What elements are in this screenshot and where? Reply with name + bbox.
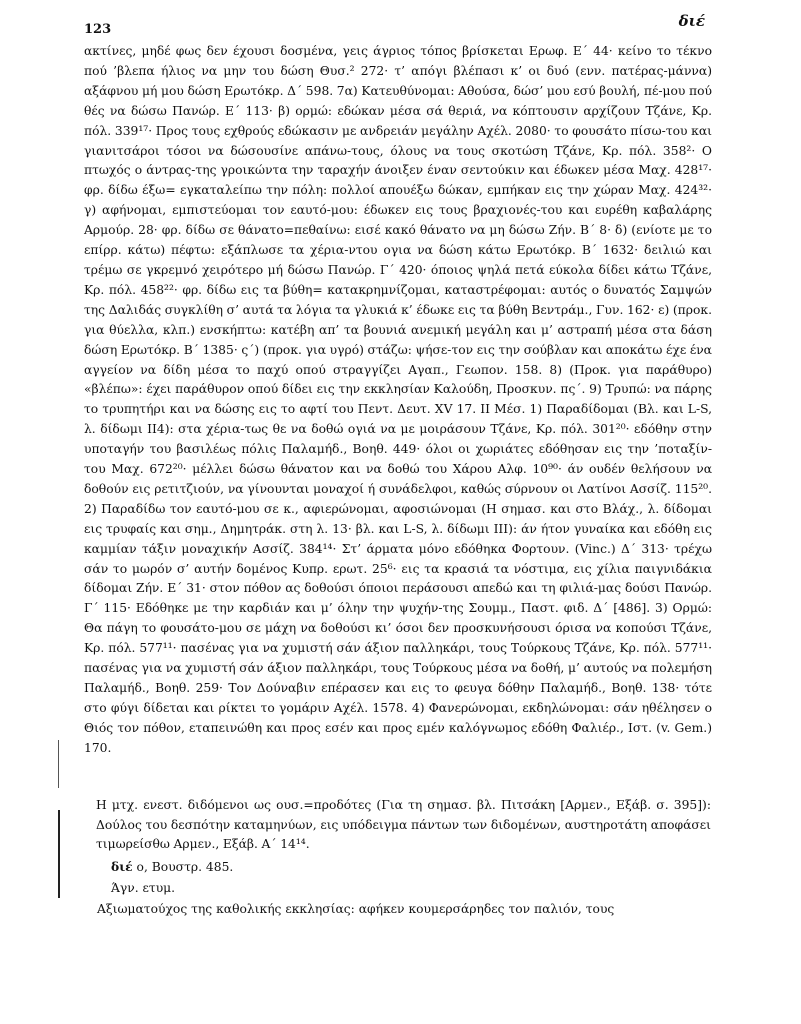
usage-note xyxy=(96,796,711,855)
margin-tick xyxy=(58,740,59,788)
definition: Αξιωματούχος της καθολικής εκκλησίας: αφήκεν κουμερσάρηδες τον παλιόν, τους xyxy=(97,902,615,916)
lemma-reference: ο, Βουστρ. 485. xyxy=(132,860,234,874)
margin-bar xyxy=(58,810,60,898)
next-entry xyxy=(97,856,711,920)
usage-note-text: Η μτχ. ενεστ. διδόμενοι ως ουσ.=προδότες (Για τη σημασ. βλ. Πιτσάκη [Αρμεν., Εξάβ. σ. 395]): Δούλος του δεσπότην καταμηνύων, εις υπόδειγμα πάντων των διδομένων, αυστηροτάτη αποφάσει τιμωρείσθω Αρμεν., Εξάβ. Α΄ 14¹⁴. xyxy=(96,798,711,851)
running-head: διέ xyxy=(678,12,705,30)
etymology: Άγν. ετυμ. xyxy=(111,881,176,895)
entry-paragraph: ακτίνες, μηδέ φως δεν έχουσι δοσμένα, γεις άγριος τόπος βρίσκεται Ερωφ. Ε΄ 44· κείνο το τέκνο πού ’βλεπα ήλιος να μην του δώση Θυσ.² 272· τ’ απόγι βλέπασι κ’ οι δυό (ενν. πατέρας-μάννα) αξάφνου μή μου δώση Ερωτόκρ. Δ΄ 598. 7α) Κατευθύνομαι: Αθούσα, δώσ’ μου εσύ βουλή, πέ-μου πού θές να δώσω Πανώρ. Ε΄ 113· β) ορμώ: εδώκαν μέσα σά θεριά, να κόπτουσιν αρχίζουν Τζάνε, Κρ. πόλ. 339¹⁷· Προς τους εχθρούς εδώκασιν με ανδρειάν μεγάλην Αχέλ. 2080· το φουσάτο πίσω-του και γιανιτσάροι τόσοι να δώσουσίνε απάνω-τους, όλους να τους σκοτώση Τζάνε, Κρ. πόλ. 358²· Ο πτωχός ο άντρας-της γροικώντα την ταραχήν άνοιξεν έναν σεντούκιν και έδωκεν μέσα Μαχ. 428¹⁷· φρ. δίδω έξω= εγκαταλείπω την πόλη: πολλοί απουέξω δώκαν, εμπήκαν εις την χώραν Μαχ. 424³²· γ) αφήνομαι, εμπιστεύομαι τον εαυτό-μου: έδωκεν εις τους βραχιονές-του και ευρέθη καβαλάρης Αρμούρ. 28· φρ. δίδω σε θάνατο=πεθαίνω: εισέ κακό θάνατο να μη δώσω Ζήν. Β΄ 8· δ) (ενίοτε με το επίρρ. κάτω) πέφτω: εξάπλωσε τα χέρια-ντου ογια να δώση κάτω Ερωτόκρ. Β΄ 1632· δειλιώ και τρέμω σε γκρεμνό χειρότερο μή δώσω Πανώρ. Γ΄ 420· όποιος ψηλά πετά εύκολα δίδει κάτω Τζάνε, Κρ. πόλ. 458²²· φρ. δίδω εις τα βύθη= κατακρημνίζομαι, καταστρέφομαι: αυτός ο δυνατός Σαμψών της Δαλιδάς συγκλίθη σ’ αυτά τα λόγια τα γλυκιά κ’ έδωκε εις τα βύθη Βεντράμ., Γυν. 162· ε) (προκ. για θύελλα, κλπ.) ενσκήπτω: κατέβη απ’ τα βουνιά ανεμική μεγάλη και μ’ αστραπή μέσα στα δάση δώση Ερωτόκρ. Β΄ 1385· ς΄) (προκ. για υγρό) στάζω: ψήσε-τον εις την σούβλαν και αποκάτω έχε ένα αγγείον να δίδη μέσα το παχύ οπού στραγγίζει Αγαπ., Γεωπον. 158. 8) (Προκ. για παράθυρο) «βλέπω»: έχει παράθυρον οπού δίδει εις την εκκλησίαν Καλούδη, Προσκυν. πς΄. 9) Τρυπώ: να πάρης το τρυπητήρι και να δώσης εις το αφτί του Πεντ. Δευτ. XV 17. II Μέσ. 1) Παραδίδομαι (Βλ. και L-S, λ. δίδωμι II4): στα χέρια-τως θε να δοθώ ογιά να με μοιράσουν Τζάνε, Κρ. πόλ. 301²⁰· εδόθην στην υποταγήν του βασιλέως πόλις Παλαμήδ., Βοηθ. 449· όλοι οι χωριάτες εδόθησαν εις την ’ποταξίν-του Μαχ. 672²⁰· μέλλει δώσω θάνατον και να δοθώ του Χάρου Αλφ. 10⁹⁰· άν ουδέν θελήσουν να δοθούν εις ρετιτζιούν, να γίνουνται μοναχοί ή συνάδελφοι, καθώς σύρνουν οι Λατίνοι Ασσίζ. 115²⁰. 2) Παραδίδω τον εαυτό-μου σε κ., αφιερώνομαι, αφοσιώνομαι (Η σημασ. και στο Βλάχ., λ. δίδομαι εις τρυφαίς και σημ., Δημητράκ. στη λ. 13· βλ. και L-S, λ. δίδωμι III): άν ήτον γυναίκα και εδόθη εις καμμίαν τάξιν μοναχικήν Ασσίζ. 384¹⁴· Στ’ άρματα μόνο εδόθηκα Φορτουν. (Vinc.) Δ΄ 313· τρέχω σάν το μωρόν σ’ αυτήν δομένος Κυπρ. ερωτ. 25⁶· εις τα κρασιά τα νόστιμα, εις χίλια παιγνιδάκια δίδομαι Ζήν. Ε΄ 31· στον πόθον ας δοθούσι όποιοι περάσουσι απεδώ και τη φιλιά-μας δούσι Πανώρ. Γ΄ 115· Εδόθηκε με την καρδιάν και μ’ όλην την ψυχήν-της Σουμμ., Παστ. φιδ. Δ΄ [486]. 3) Ορμώ: Θα πάγη το φουσάτο-μου σε μάχη να δοθούσι κι’ όσοι δεν προσκυνήσουσι όρισα να κοπούσι Τζάνε, Κρ. πόλ. 577¹¹· πασένας για να χυμιστή σάν άξιον παλληκάρι, τους Τούρκους Τζάνε, Κρ. πόλ. 577¹¹· πασένας για να χυμιστή σάν άξιον παλληκάρι, τους Τούρκους μέσα να δοθή, μ’ αυτούς να πολεμήση Παλαμήδ., Βοηθ. 259· Τον Δούναβιν επέρασεν και εις το φευγα δόθην Παλαμήδ., Βοηθ. 138· τότε στο φύγι δίδεται και ρίκτει το γομάριν Αχέλ. 1578. 4) Φανερώνομαι, εκδηλώνομαι: σάν ηθέλησεν ο Θιός τον πόθον, εταπεινώθη και προς εσέν και προς εμέν καλόγνωμος εδόθη Φαλιέρ., Ιστ. (v. Gem.) 170. xyxy=(84,44,712,755)
dictionary-entry-body xyxy=(84,42,712,759)
lemma: διέ xyxy=(111,859,133,874)
page-number: 123 xyxy=(84,22,112,37)
next-entry-headline xyxy=(111,856,711,878)
